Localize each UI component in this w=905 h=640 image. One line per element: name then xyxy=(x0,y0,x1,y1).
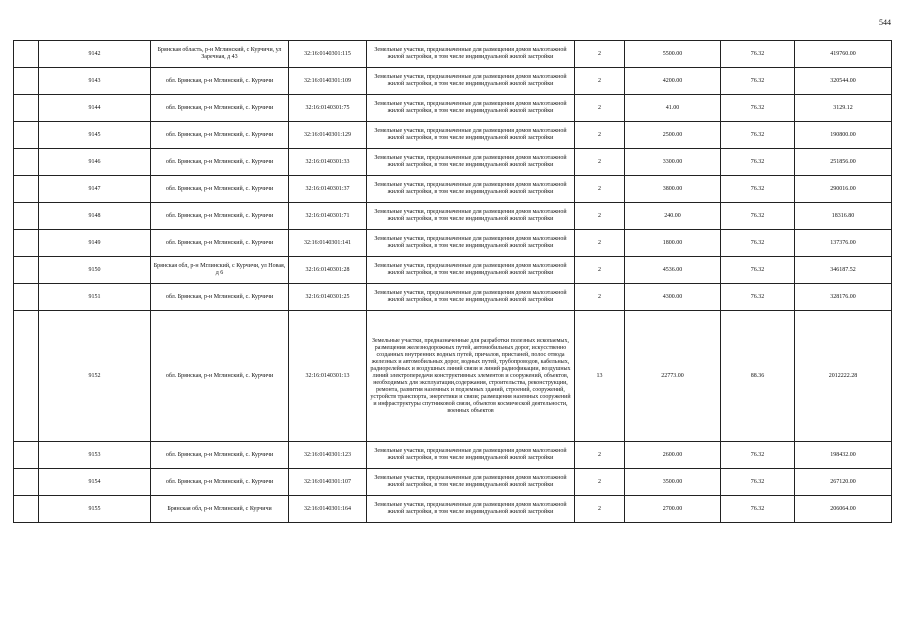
address-cell: обл. Брянская, р-н Мглинский, с. Курчичи xyxy=(151,284,289,311)
address-cell: обл. Брянская, р-н Мглинский, с. Курчичи xyxy=(151,68,289,95)
spacer-cell xyxy=(14,176,39,203)
land-use-purpose-cell: Земельные участки, предназначенные для размещения домов малоэтажной жилой застройки, в том числе индивидуальной жилой застройки xyxy=(367,68,575,95)
cadastral-value-cell: 267120.00 xyxy=(795,469,892,496)
use-group-cell: 2 xyxy=(575,442,625,469)
cadastral-number-cell: 32:16:0140301:75 xyxy=(289,95,367,122)
land-use-purpose-cell: Земельные участки, предназначенные для разработки полезных ископаемых, размещения железнодорожных путей, автомобильных дорог, искусственно созданных внутренних водных путей, причалов, пристаней, полос отвода железных и автомобильных дорог, водных путей, трубопроводов, кабельных, радиорелейных и воздушных линий связи и линий радиофикации, воздушных линий электропередачи конструктивных элементов и сооружений, объектов, необходимых для эксплуатации,содержания, строительства, реконструкции, ремонта, развития наземных и подземных зданий, строений, сооружений, устройств транспорта, энергетики и связи; размещения наземных сооружений и инфраструктуры спутниковой связи, объектов космической деятельности, военных объектов xyxy=(367,311,575,442)
address-cell: обл. Брянская, р-н Мглинский, с. Курчичи xyxy=(151,203,289,230)
row-number-cell: 9153 xyxy=(39,442,151,469)
spacer-cell xyxy=(14,122,39,149)
table-row xyxy=(14,311,892,442)
row-number-cell: 9142 xyxy=(39,41,151,68)
land-use-purpose-cell: Земельные участки, предназначенные для размещения домов малоэтажной жилой застройки, в том числе индивидуальной жилой застройки xyxy=(367,95,575,122)
specific-value-cell: 76.32 xyxy=(721,176,795,203)
area-cell: 2500.00 xyxy=(625,122,721,149)
specific-value-cell: 76.32 xyxy=(721,68,795,95)
specific-value-cell: 76.32 xyxy=(721,122,795,149)
spacer-cell xyxy=(14,284,39,311)
specific-value-cell: 76.32 xyxy=(721,203,795,230)
use-group-cell: 13 xyxy=(575,311,625,442)
spacer-cell xyxy=(14,230,39,257)
row-number-cell: 9150 xyxy=(39,257,151,284)
use-group-cell: 2 xyxy=(575,203,625,230)
address-cell: обл. Брянская, р-н Мглинский, с. Курчичи xyxy=(151,122,289,149)
cadastral-value-cell: 419760.00 xyxy=(795,41,892,68)
specific-value-cell: 76.32 xyxy=(721,469,795,496)
area-cell: 240.00 xyxy=(625,203,721,230)
table-row xyxy=(14,95,892,122)
cadastral-value-cell: 290016.00 xyxy=(795,176,892,203)
address-cell: обл. Брянская, р-н Мглинский, с. Курчичи xyxy=(151,469,289,496)
spacer-cell xyxy=(14,149,39,176)
specific-value-cell: 76.32 xyxy=(721,284,795,311)
table-row xyxy=(14,68,892,95)
use-group-cell: 2 xyxy=(575,41,625,68)
page-number: 544 xyxy=(879,18,891,27)
cadastral-number-cell: 32:16:0140301:141 xyxy=(289,230,367,257)
land-use-purpose-cell: Земельные участки, предназначенные для размещения домов малоэтажной жилой застройки, в том числе индивидуальной жилой застройки xyxy=(367,203,575,230)
row-number-cell: 9147 xyxy=(39,176,151,203)
cadastral-number-cell: 32:16:0140301:115 xyxy=(289,41,367,68)
address-cell: обл. Брянская, р-н Мглинский, с. Курчичи xyxy=(151,442,289,469)
use-group-cell: 2 xyxy=(575,230,625,257)
table-body xyxy=(14,41,892,523)
land-use-purpose-cell: Земельные участки, предназначенные для размещения домов малоэтажной жилой застройки, в том числе индивидуальной жилой застройки xyxy=(367,176,575,203)
land-use-purpose-cell: Земельные участки, предназначенные для размещения домов малоэтажной жилой застройки, в том числе индивидуальной жилой застройки xyxy=(367,284,575,311)
use-group-cell: 2 xyxy=(575,149,625,176)
land-use-purpose-cell: Земельные участки, предназначенные для размещения домов малоэтажной жилой застройки, в том числе индивидуальной жилой застройки xyxy=(367,149,575,176)
use-group-cell: 2 xyxy=(575,496,625,523)
land-use-purpose-cell: Земельные участки, предназначенные для размещения домов малоэтажной жилой застройки, в том числе индивидуальной жилой застройки xyxy=(367,442,575,469)
spacer-cell xyxy=(14,442,39,469)
table-row xyxy=(14,41,892,68)
land-use-purpose-cell: Земельные участки, предназначенные для размещения домов малоэтажной жилой застройки, в том числе индивидуальной жилой застройки xyxy=(367,41,575,68)
cadastral-value-cell: 3129.12 xyxy=(795,95,892,122)
address-cell: Брянская область, р-н Мглинский, с Курчичи, ул Заречная, д 43 xyxy=(151,41,289,68)
use-group-cell: 2 xyxy=(575,257,625,284)
cadastral-value-cell: 137376.00 xyxy=(795,230,892,257)
table-row xyxy=(14,149,892,176)
specific-value-cell: 76.32 xyxy=(721,257,795,284)
address-cell: Брянская обл, р-н Мглинский, с Курчичи xyxy=(151,496,289,523)
cadastral-value-cell: 328176.00 xyxy=(795,284,892,311)
cadastral-value-cell: 251856.00 xyxy=(795,149,892,176)
specific-value-cell: 76.32 xyxy=(721,95,795,122)
cadastral-value-cell: 190800.00 xyxy=(795,122,892,149)
table-row xyxy=(14,203,892,230)
table-row xyxy=(14,257,892,284)
table-row xyxy=(14,122,892,149)
specific-value-cell: 76.32 xyxy=(721,442,795,469)
spacer-cell xyxy=(14,95,39,122)
spacer-cell xyxy=(14,41,39,68)
spacer-cell xyxy=(14,496,39,523)
cadastral-value-cell: 206064.00 xyxy=(795,496,892,523)
table-row xyxy=(14,230,892,257)
row-number-cell: 9151 xyxy=(39,284,151,311)
row-number-cell: 9146 xyxy=(39,149,151,176)
area-cell: 2700.00 xyxy=(625,496,721,523)
spacer-cell xyxy=(14,257,39,284)
table-row xyxy=(14,496,892,523)
use-group-cell: 2 xyxy=(575,176,625,203)
land-use-purpose-cell: Земельные участки, предназначенные для размещения домов малоэтажной жилой застройки, в том числе индивидуальной жилой застройки xyxy=(367,257,575,284)
row-number-cell: 9143 xyxy=(39,68,151,95)
address-cell: обл. Брянская, р-н Мглинский, с. Курчичи xyxy=(151,95,289,122)
row-number-cell: 9144 xyxy=(39,95,151,122)
area-cell: 4200.00 xyxy=(625,68,721,95)
specific-value-cell: 76.32 xyxy=(721,149,795,176)
address-cell: обл. Брянская, р-н Мглинский, с. Курчичи xyxy=(151,176,289,203)
use-group-cell: 2 xyxy=(575,469,625,496)
area-cell: 1800.00 xyxy=(625,230,721,257)
cadastral-number-cell: 32:16:0140301:164 xyxy=(289,496,367,523)
area-cell: 5500.00 xyxy=(625,41,721,68)
cadastral-number-cell: 32:16:0140301:109 xyxy=(289,68,367,95)
address-cell: обл. Брянская, р-н Мглинский, с. Курчичи xyxy=(151,230,289,257)
address-cell: Брянская обл, р-н Мглинский, с Курчичи, ул Новая, д 6 xyxy=(151,257,289,284)
specific-value-cell: 88.36 xyxy=(721,311,795,442)
land-use-purpose-cell: Земельные участки, предназначенные для размещения домов малоэтажной жилой застройки, в том числе индивидуальной жилой застройки xyxy=(367,469,575,496)
spacer-cell xyxy=(14,203,39,230)
use-group-cell: 2 xyxy=(575,68,625,95)
cadastral-number-cell: 32:16:0140301:123 xyxy=(289,442,367,469)
cadastral-number-cell: 32:16:0140301:71 xyxy=(289,203,367,230)
row-number-cell: 9149 xyxy=(39,230,151,257)
table-row xyxy=(14,176,892,203)
cadastral-value-cell: 18316.80 xyxy=(795,203,892,230)
specific-value-cell: 76.32 xyxy=(721,41,795,68)
cadastral-value-cell: 346187.52 xyxy=(795,257,892,284)
area-cell: 41.00 xyxy=(625,95,721,122)
land-use-purpose-cell: Земельные участки, предназначенные для размещения домов малоэтажной жилой застройки, в том числе индивидуальной жилой застройки xyxy=(367,122,575,149)
cadastral-number-cell: 32:16:0140301:28 xyxy=(289,257,367,284)
cadastral-number-cell: 32:16:0140301:25 xyxy=(289,284,367,311)
spacer-cell xyxy=(14,469,39,496)
row-number-cell: 9154 xyxy=(39,469,151,496)
cadastral-value-cell: 2012222.28 xyxy=(795,311,892,442)
table-row xyxy=(14,469,892,496)
area-cell: 4536.00 xyxy=(625,257,721,284)
area-cell: 3800.00 xyxy=(625,176,721,203)
spacer-cell xyxy=(14,68,39,95)
area-cell: 2600.00 xyxy=(625,442,721,469)
area-cell: 3500.00 xyxy=(625,469,721,496)
use-group-cell: 2 xyxy=(575,284,625,311)
spacer-cell xyxy=(14,311,39,442)
row-number-cell: 9148 xyxy=(39,203,151,230)
area-cell: 4300.00 xyxy=(625,284,721,311)
row-number-cell: 9152 xyxy=(39,311,151,442)
use-group-cell: 2 xyxy=(575,122,625,149)
area-cell: 3300.00 xyxy=(625,149,721,176)
cadastral-number-cell: 32:16:0140301:107 xyxy=(289,469,367,496)
land-use-purpose-cell: Земельные участки, предназначенные для размещения домов малоэтажной жилой застройки, в том числе индивидуальной жилой застройки xyxy=(367,230,575,257)
specific-value-cell: 76.32 xyxy=(721,230,795,257)
area-cell: 22773.00 xyxy=(625,311,721,442)
land-use-purpose-cell: Земельные участки, предназначенные для размещения домов малоэтажной жилой застройки, в том числе индивидуальной жилой застройки xyxy=(367,496,575,523)
cadastral-number-cell: 32:16:0140301:37 xyxy=(289,176,367,203)
cadastral-number-cell: 32:16:0140301:129 xyxy=(289,122,367,149)
row-number-cell: 9145 xyxy=(39,122,151,149)
table-row xyxy=(14,284,892,311)
cadastral-value-cell: 320544.00 xyxy=(795,68,892,95)
cadastral-number-cell: 32:16:0140301:33 xyxy=(289,149,367,176)
cadastral-value-table xyxy=(13,40,892,523)
table-row xyxy=(14,442,892,469)
cadastral-value-cell: 198432.00 xyxy=(795,442,892,469)
specific-value-cell: 76.32 xyxy=(721,496,795,523)
address-cell: обл. Брянская, р-н Мглинский, с. Курчичи xyxy=(151,149,289,176)
use-group-cell: 2 xyxy=(575,95,625,122)
row-number-cell: 9155 xyxy=(39,496,151,523)
cadastral-number-cell: 32:16:0140301:13 xyxy=(289,311,367,442)
address-cell: обл. Брянская, р-н Мглинский, с. Курчичи xyxy=(151,311,289,442)
